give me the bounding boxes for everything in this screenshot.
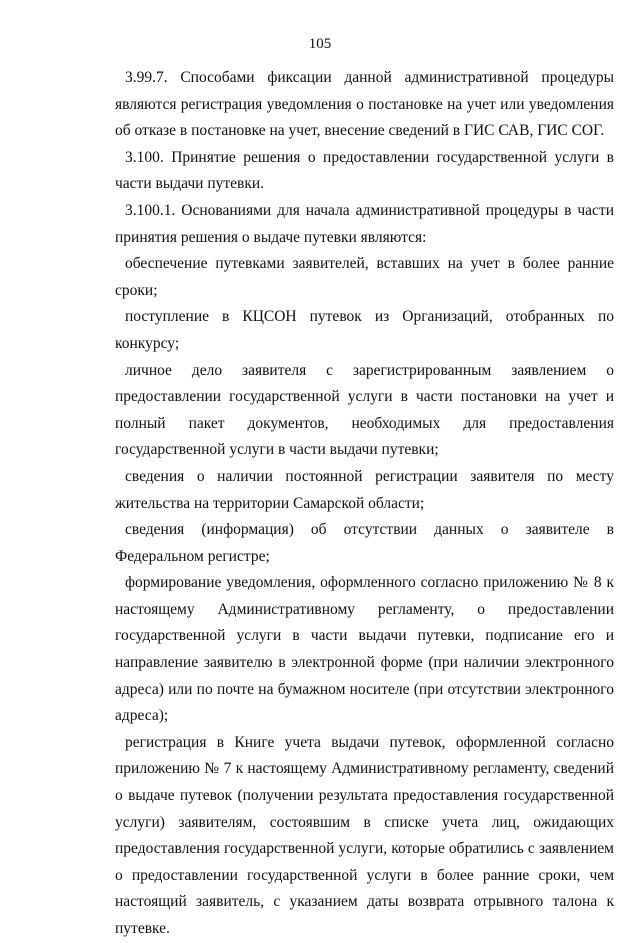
list-item-federal-register-info: сведения (информация) об отсутствии данных о заявителе в Федеральном регистре;: [115, 521, 614, 565]
list-item-notification-formation: формирование уведомления, оформленного согласно приложению № 8 к настоящему Административному регламенту, о предоставлении государственной услуги в части выдачи путевки, подписание его и направление заявителю в электронной форме (при наличии электронного адреса) или по почте на бумажном носителе (при отсутствии электронного адреса);: [115, 574, 614, 725]
list-item-receipt-of-vouchers: поступление в КЦСОН путевок из Организаций, отобранных по конкурсу;: [115, 308, 614, 352]
list-item-registration-info: сведения о наличии постоянной регистрации заявителя по месту жительства на территории Самарской области;: [115, 467, 614, 512]
list-item-personal-file: личное дело заявителя с зарегистрированным заявлением о предоставлении государственной услуги в части постановки на учет и полный пакет документов, необходимых для предоставления государственной услуги в части выдачи путевки;: [115, 361, 614, 459]
document-body: [115, 65, 614, 943]
paragraph-3-99-7: 3.99.7. Способами фиксации данной административной процедуры являются регистрация уведомления о постановке на учет или уведомления об отказе в постановке на учет, внесение сведений в ГИС САВ, ГИС СОГ.: [115, 69, 614, 140]
list-item-book-registration: регистрация в Книге учета выдачи путевок, оформленной согласно приложению № 7 к настоящему Административному регламенту, сведений о выдаче путевок (получении результата предоставления государственной услуги) заявителям, состоявшим в списке учета лиц, ожидающих предоставления государственной услуги, которые обратились с заявлением о предоставлении государственной услуги в более ранние сроки, чем настоящий заявитель, с указанием даты возврата отрывного талона к путевке.: [115, 733, 614, 937]
page-number: 105: [308, 36, 332, 52]
paragraph-3-100-heading: 3.100. Принятие решения о предоставлении государственной услуги в части выдачи путевки.: [115, 148, 614, 193]
paragraph-3-100-1: 3.100.1. Основаниями для начала административной процедуры в части принятия решения о выдаче путевки являются:: [115, 201, 614, 246]
list-item-provision-of-vouchers: обеспечение путевками заявителей, вставших на учет в более ранние сроки;: [115, 255, 614, 299]
